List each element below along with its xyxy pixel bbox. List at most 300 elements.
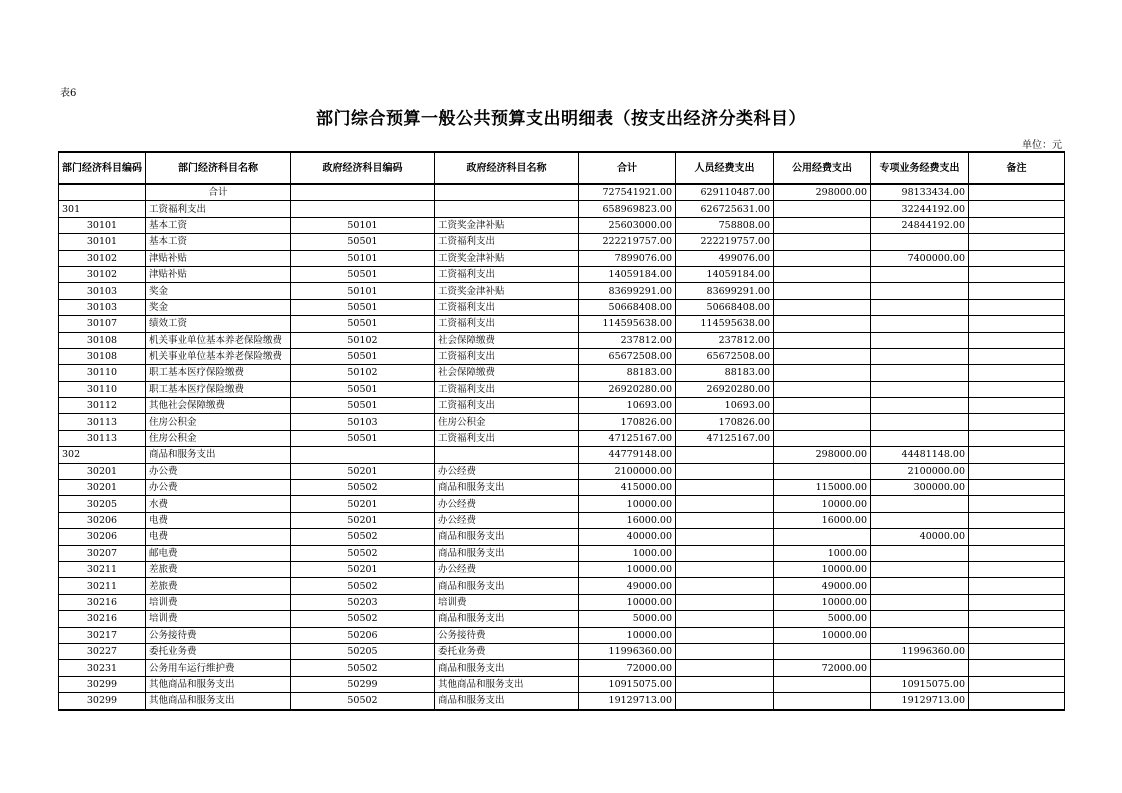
remarks-cell — [969, 316, 1065, 332]
col-header-gov-code: 政府经济科目编码 — [291, 152, 435, 184]
personnel-cell: 237812.00 — [676, 332, 774, 348]
col-header-special: 专项业务经费支出 — [871, 152, 969, 184]
gov-name-cell: 工资福利支出 — [435, 266, 579, 282]
gov-name-cell: 工资福利支出 — [435, 316, 579, 332]
total-cell: 1000.00 — [579, 545, 676, 561]
dept-code-cell: 30206 — [59, 512, 146, 528]
gov-code-cell: 50501 — [291, 381, 435, 397]
total-cell: 5000.00 — [579, 611, 676, 627]
public-cell — [774, 217, 871, 233]
public-cell — [774, 234, 871, 250]
dept-name-cell: 电费 — [146, 529, 291, 545]
gov-name-cell: 委托业务费 — [435, 643, 579, 659]
special-cell: 98133434.00 — [871, 184, 969, 201]
dept-code-cell: 30103 — [59, 299, 146, 315]
table-row — [59, 561, 1065, 577]
personnel-cell: 26920280.00 — [676, 381, 774, 397]
public-cell — [774, 463, 871, 479]
gov-code-cell: 50201 — [291, 512, 435, 528]
header-row — [59, 152, 1065, 184]
gov-code-cell: 50501 — [291, 348, 435, 364]
remarks-cell — [969, 414, 1065, 430]
remarks-cell — [969, 299, 1065, 315]
public-cell — [774, 365, 871, 381]
personnel-cell — [676, 676, 774, 692]
remarks-cell — [969, 561, 1065, 577]
special-cell: 24844192.00 — [871, 217, 969, 233]
remarks-cell — [969, 594, 1065, 610]
gov-code-cell: 50502 — [291, 578, 435, 594]
total-cell: 83699291.00 — [579, 283, 676, 299]
remarks-cell — [969, 234, 1065, 250]
dept-code-cell: 30112 — [59, 398, 146, 414]
dept-name-cell: 办公费 — [146, 480, 291, 496]
dept-name-cell: 津贴补贴 — [146, 266, 291, 282]
table-row — [59, 545, 1065, 561]
gov-code-cell: 50201 — [291, 496, 435, 512]
public-cell — [774, 398, 871, 414]
dept-name-cell: 工资福利支出 — [146, 201, 291, 217]
gov-code-cell — [291, 201, 435, 217]
personnel-cell: 83699291.00 — [676, 283, 774, 299]
table-row — [59, 283, 1065, 299]
remarks-cell — [969, 529, 1065, 545]
total-cell: 49000.00 — [579, 578, 676, 594]
personnel-cell: 50668408.00 — [676, 299, 774, 315]
personnel-cell — [676, 693, 774, 710]
personnel-cell: 499076.00 — [676, 250, 774, 266]
remarks-cell — [969, 250, 1065, 266]
gov-code-cell: 50501 — [291, 266, 435, 282]
gov-code-cell: 50206 — [291, 627, 435, 643]
category-row — [59, 447, 1065, 463]
table-row — [59, 676, 1065, 692]
gov-code-cell: 50502 — [291, 545, 435, 561]
dept-name-cell: 基本工资 — [146, 217, 291, 233]
table-row — [59, 693, 1065, 710]
gov-name-cell: 商品和服务支出 — [435, 578, 579, 594]
dept-code-cell: 30299 — [59, 676, 146, 692]
personnel-cell: 47125167.00 — [676, 430, 774, 446]
dept-code-cell: 302 — [59, 447, 146, 463]
public-cell — [774, 283, 871, 299]
gov-name-cell — [435, 184, 579, 201]
gov-name-cell: 商品和服务支出 — [435, 660, 579, 676]
personnel-cell — [676, 496, 774, 512]
gov-name-cell: 公务接待费 — [435, 627, 579, 643]
table-row — [59, 299, 1065, 315]
gov-code-cell: 50102 — [291, 332, 435, 348]
special-cell: 2100000.00 — [871, 463, 969, 479]
dept-code-cell: 30102 — [59, 250, 146, 266]
gov-code-cell: 50101 — [291, 283, 435, 299]
gov-code-cell: 50101 — [291, 217, 435, 233]
table-row — [59, 578, 1065, 594]
dept-code-cell: 30299 — [59, 693, 146, 710]
public-cell: 10000.00 — [774, 561, 871, 577]
table-row — [59, 332, 1065, 348]
dept-name-cell: 商品和服务支出 — [146, 447, 291, 463]
personnel-cell — [676, 480, 774, 496]
dept-name-cell: 其他社会保障缴费 — [146, 398, 291, 414]
remarks-cell — [969, 283, 1065, 299]
gov-code-cell: 50501 — [291, 430, 435, 446]
remarks-cell — [969, 184, 1065, 201]
dept-name-cell: 培训费 — [146, 594, 291, 610]
personnel-cell: 10693.00 — [676, 398, 774, 414]
personnel-cell: 65672508.00 — [676, 348, 774, 364]
total-cell: 88183.00 — [579, 365, 676, 381]
special-cell: 40000.00 — [871, 529, 969, 545]
gov-name-cell: 其他商品和服务支出 — [435, 676, 579, 692]
special-cell — [871, 365, 969, 381]
special-cell — [871, 578, 969, 594]
dept-code-cell: 30201 — [59, 480, 146, 496]
remarks-cell — [969, 578, 1065, 594]
special-cell — [871, 496, 969, 512]
dept-code-cell: 30205 — [59, 496, 146, 512]
gov-name-cell: 商品和服务支出 — [435, 693, 579, 710]
dept-code-cell — [59, 184, 146, 201]
personnel-cell — [676, 447, 774, 463]
total-cell: 65672508.00 — [579, 348, 676, 364]
gov-code-cell — [291, 447, 435, 463]
dept-name-cell: 差旅费 — [146, 561, 291, 577]
gov-name-cell: 工资福利支出 — [435, 299, 579, 315]
dept-code-cell: 30207 — [59, 545, 146, 561]
public-cell — [774, 266, 871, 282]
dept-code-cell: 30101 — [59, 217, 146, 233]
gov-name-cell — [435, 447, 579, 463]
dept-name-cell: 电费 — [146, 512, 291, 528]
personnel-cell: 626725631.00 — [676, 201, 774, 217]
gov-code-cell: 50502 — [291, 529, 435, 545]
personnel-cell — [676, 643, 774, 659]
total-cell: 658969823.00 — [579, 201, 676, 217]
dept-code-cell: 30211 — [59, 561, 146, 577]
col-header-personnel: 人员经费支出 — [676, 152, 774, 184]
gov-name-cell: 工资奖金津补贴 — [435, 250, 579, 266]
unit-label: 单位：元 — [1022, 140, 1062, 151]
special-cell — [871, 660, 969, 676]
dept-name-cell: 其他商品和服务支出 — [146, 693, 291, 710]
dept-code-cell: 30113 — [59, 414, 146, 430]
public-cell — [774, 414, 871, 430]
special-cell: 10915075.00 — [871, 676, 969, 692]
gov-name-cell: 工资奖金津补贴 — [435, 283, 579, 299]
public-cell — [774, 381, 871, 397]
gov-name-cell: 商品和服务支出 — [435, 480, 579, 496]
personnel-cell — [676, 512, 774, 528]
dept-code-cell: 30110 — [59, 365, 146, 381]
remarks-cell — [969, 365, 1065, 381]
special-cell — [871, 561, 969, 577]
dept-name-cell: 职工基本医疗保险缴费 — [146, 365, 291, 381]
gov-name-cell: 培训费 — [435, 594, 579, 610]
remarks-cell — [969, 447, 1065, 463]
gov-name-cell: 商品和服务支出 — [435, 545, 579, 561]
gov-code-cell: 50203 — [291, 594, 435, 610]
total-cell: 11996360.00 — [579, 643, 676, 659]
special-cell — [871, 299, 969, 315]
col-header-dept-code: 部门经济科目编码 — [59, 152, 146, 184]
public-cell — [774, 348, 871, 364]
gov-code-cell: 50502 — [291, 480, 435, 496]
gov-name-cell: 工资奖金津补贴 — [435, 217, 579, 233]
col-header-public: 公用经费支出 — [774, 152, 871, 184]
personnel-cell: 629110487.00 — [676, 184, 774, 201]
total-cell: 44779148.00 — [579, 447, 676, 463]
gov-code-cell: 50102 — [291, 365, 435, 381]
public-cell: 5000.00 — [774, 611, 871, 627]
table-row — [59, 217, 1065, 233]
personnel-cell — [676, 627, 774, 643]
public-cell — [774, 316, 871, 332]
personnel-cell: 114595638.00 — [676, 316, 774, 332]
table-row — [59, 316, 1065, 332]
dept-name-cell: 公务接待费 — [146, 627, 291, 643]
dept-name-cell: 职工基本医疗保险缴费 — [146, 381, 291, 397]
table-row — [59, 496, 1065, 512]
remarks-cell — [969, 611, 1065, 627]
total-cell: 10000.00 — [579, 561, 676, 577]
table-row — [59, 365, 1065, 381]
table-row — [59, 398, 1065, 414]
dept-name-cell: 奖金 — [146, 283, 291, 299]
table-row — [59, 250, 1065, 266]
gov-code-cell: 50205 — [291, 643, 435, 659]
gov-name-cell: 工资福利支出 — [435, 234, 579, 250]
total-cell: 114595638.00 — [579, 316, 676, 332]
public-cell: 72000.00 — [774, 660, 871, 676]
dept-code-cell: 30231 — [59, 660, 146, 676]
total-row — [59, 184, 1065, 201]
category-row — [59, 201, 1065, 217]
table-row — [59, 348, 1065, 364]
gov-code-cell: 50502 — [291, 660, 435, 676]
total-cell: 10000.00 — [579, 594, 676, 610]
total-cell: 10000.00 — [579, 496, 676, 512]
table-row — [59, 660, 1065, 676]
remarks-cell — [969, 660, 1065, 676]
total-cell: 10000.00 — [579, 627, 676, 643]
special-cell — [871, 545, 969, 561]
table-row — [59, 611, 1065, 627]
personnel-cell — [676, 545, 774, 561]
total-cell: 222219757.00 — [579, 234, 676, 250]
total-cell: 50668408.00 — [579, 299, 676, 315]
remarks-cell — [969, 496, 1065, 512]
personnel-cell — [676, 660, 774, 676]
remarks-cell — [969, 332, 1065, 348]
personnel-cell — [676, 611, 774, 627]
dept-name-cell: 公务用车运行维护费 — [146, 660, 291, 676]
personnel-cell — [676, 578, 774, 594]
col-header-gov-name: 政府经济科目名称 — [435, 152, 579, 184]
public-cell — [774, 676, 871, 692]
public-cell: 1000.00 — [774, 545, 871, 561]
special-cell — [871, 381, 969, 397]
dept-name-cell: 合计 — [146, 184, 291, 201]
gov-code-cell: 50502 — [291, 611, 435, 627]
gov-code-cell: 50299 — [291, 676, 435, 692]
dept-code-cell: 30227 — [59, 643, 146, 659]
gov-code-cell: 50502 — [291, 693, 435, 710]
dept-name-cell: 水费 — [146, 496, 291, 512]
dept-code-cell: 30102 — [59, 266, 146, 282]
dept-name-cell: 差旅费 — [146, 578, 291, 594]
personnel-cell: 14059184.00 — [676, 266, 774, 282]
table-row — [59, 480, 1065, 496]
gov-name-cell: 工资福利支出 — [435, 430, 579, 446]
public-cell — [774, 332, 871, 348]
dept-code-cell: 30206 — [59, 529, 146, 545]
dept-code-cell: 30216 — [59, 594, 146, 610]
total-cell: 7899076.00 — [579, 250, 676, 266]
gov-name-cell: 办公经费 — [435, 463, 579, 479]
gov-code-cell: 50201 — [291, 463, 435, 479]
remarks-cell — [969, 463, 1065, 479]
dept-code-cell: 30101 — [59, 234, 146, 250]
personnel-cell: 222219757.00 — [676, 234, 774, 250]
personnel-cell — [676, 561, 774, 577]
gov-name-cell: 办公经费 — [435, 496, 579, 512]
table-row — [59, 266, 1065, 282]
dept-code-cell: 30113 — [59, 430, 146, 446]
public-cell: 115000.00 — [774, 480, 871, 496]
total-cell: 16000.00 — [579, 512, 676, 528]
dept-name-cell: 绩效工资 — [146, 316, 291, 332]
remarks-cell — [969, 545, 1065, 561]
special-cell: 32244192.00 — [871, 201, 969, 217]
remarks-cell — [969, 266, 1065, 282]
public-cell: 16000.00 — [774, 512, 871, 528]
dept-code-cell: 30103 — [59, 283, 146, 299]
total-cell: 10693.00 — [579, 398, 676, 414]
special-cell — [871, 512, 969, 528]
dept-code-cell: 30108 — [59, 332, 146, 348]
public-cell: 10000.00 — [774, 496, 871, 512]
dept-name-cell: 津贴补贴 — [146, 250, 291, 266]
col-header-total: 合计 — [579, 152, 676, 184]
special-cell — [871, 316, 969, 332]
special-cell — [871, 234, 969, 250]
gov-code-cell: 50201 — [291, 561, 435, 577]
table-row — [59, 594, 1065, 610]
special-cell — [871, 611, 969, 627]
table-body — [59, 184, 1065, 710]
dept-code-cell: 30211 — [59, 578, 146, 594]
special-cell: 19129713.00 — [871, 693, 969, 710]
dept-name-cell: 基本工资 — [146, 234, 291, 250]
table-row — [59, 643, 1065, 659]
total-cell: 237812.00 — [579, 332, 676, 348]
gov-name-cell: 工资福利支出 — [435, 381, 579, 397]
special-cell: 44481148.00 — [871, 447, 969, 463]
gov-code-cell — [291, 184, 435, 201]
dept-name-cell: 机关事业单位基本养老保险缴费 — [146, 348, 291, 364]
special-cell — [871, 414, 969, 430]
dept-name-cell: 奖金 — [146, 299, 291, 315]
gov-code-cell: 50101 — [291, 250, 435, 266]
total-cell: 10915075.00 — [579, 676, 676, 692]
special-cell — [871, 283, 969, 299]
personnel-cell: 88183.00 — [676, 365, 774, 381]
table-row — [59, 414, 1065, 430]
gov-code-cell: 50501 — [291, 398, 435, 414]
remarks-cell — [969, 643, 1065, 659]
gov-name-cell: 社会保障缴费 — [435, 332, 579, 348]
special-cell — [871, 332, 969, 348]
public-cell: 49000.00 — [774, 578, 871, 594]
public-cell — [774, 430, 871, 446]
sheet-label: 表6 — [60, 88, 77, 99]
public-cell: 298000.00 — [774, 447, 871, 463]
dept-code-cell: 30108 — [59, 348, 146, 364]
col-header-dept-name: 部门经济科目名称 — [146, 152, 291, 184]
special-cell — [871, 627, 969, 643]
public-cell — [774, 529, 871, 545]
gov-name-cell: 商品和服务支出 — [435, 611, 579, 627]
gov-code-cell: 50501 — [291, 234, 435, 250]
total-cell: 25603000.00 — [579, 217, 676, 233]
gov-code-cell: 50501 — [291, 316, 435, 332]
special-cell — [871, 594, 969, 610]
special-cell: 7400000.00 — [871, 250, 969, 266]
dept-code-cell: 30216 — [59, 611, 146, 627]
dept-code-cell: 301 — [59, 201, 146, 217]
personnel-cell — [676, 529, 774, 545]
personnel-cell — [676, 594, 774, 610]
remarks-cell — [969, 398, 1065, 414]
public-cell: 298000.00 — [774, 184, 871, 201]
dept-code-cell: 30107 — [59, 316, 146, 332]
total-cell: 26920280.00 — [579, 381, 676, 397]
remarks-cell — [969, 348, 1065, 364]
public-cell — [774, 693, 871, 710]
public-cell — [774, 643, 871, 659]
special-cell — [871, 348, 969, 364]
dept-name-cell: 住房公积金 — [146, 414, 291, 430]
gov-name-cell: 工资福利支出 — [435, 348, 579, 364]
remarks-cell — [969, 480, 1065, 496]
total-cell: 170826.00 — [579, 414, 676, 430]
special-cell: 300000.00 — [871, 480, 969, 496]
dept-code-cell: 30217 — [59, 627, 146, 643]
dept-name-cell: 委托业务费 — [146, 643, 291, 659]
table-row — [59, 463, 1065, 479]
total-cell: 40000.00 — [579, 529, 676, 545]
total-cell: 47125167.00 — [579, 430, 676, 446]
total-cell: 72000.00 — [579, 660, 676, 676]
public-cell — [774, 201, 871, 217]
dept-code-cell: 30201 — [59, 463, 146, 479]
personnel-cell: 758808.00 — [676, 217, 774, 233]
public-cell: 10000.00 — [774, 627, 871, 643]
dept-name-cell: 住房公积金 — [146, 430, 291, 446]
gov-code-cell: 50103 — [291, 414, 435, 430]
table-row — [59, 381, 1065, 397]
gov-name-cell: 办公经费 — [435, 561, 579, 577]
remarks-cell — [969, 217, 1065, 233]
gov-name-cell: 社会保障缴费 — [435, 365, 579, 381]
gov-name-cell: 工资福利支出 — [435, 398, 579, 414]
dept-name-cell: 培训费 — [146, 611, 291, 627]
dept-code-cell: 30110 — [59, 381, 146, 397]
public-cell — [774, 250, 871, 266]
dept-name-cell: 其他商品和服务支出 — [146, 676, 291, 692]
remarks-cell — [969, 693, 1065, 710]
